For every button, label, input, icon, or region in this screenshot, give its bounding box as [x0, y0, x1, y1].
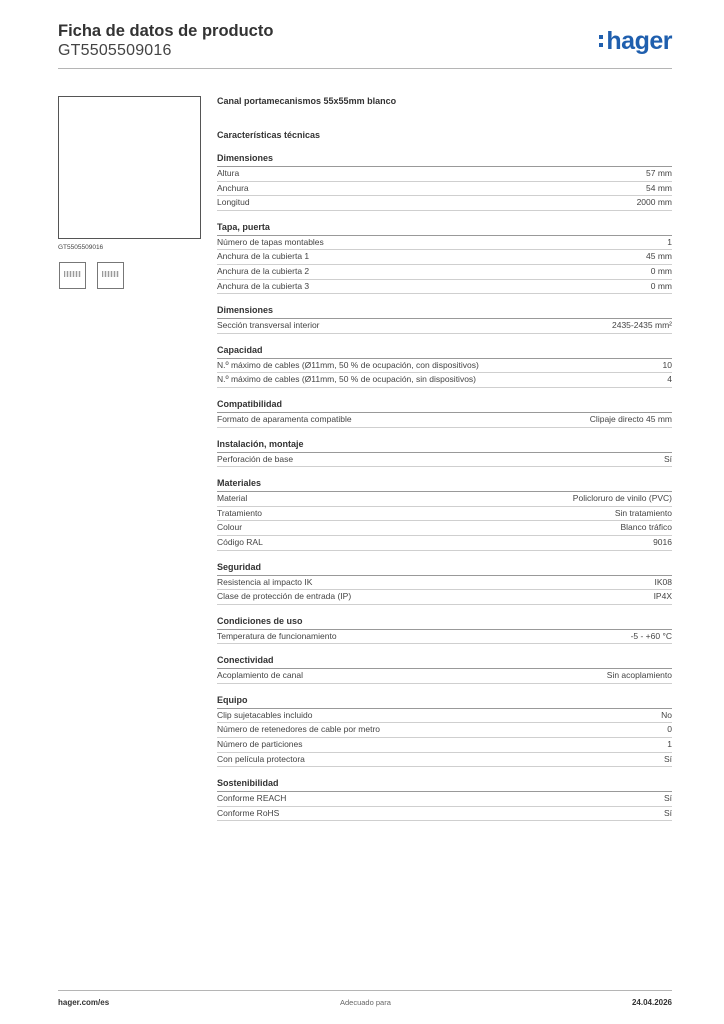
spec-section — [217, 438, 672, 468]
spec-value: 9016 — [653, 536, 672, 547]
spec-value: 0 mm — [650, 280, 672, 291]
spec-content — [217, 94, 672, 821]
spec-section — [217, 477, 672, 550]
spec-row — [217, 373, 672, 388]
spec-row — [217, 669, 672, 684]
spec-row — [217, 196, 672, 211]
spec-row — [217, 265, 672, 280]
product-thumbnail-1[interactable] — [59, 262, 86, 289]
spec-row — [217, 167, 672, 182]
product-name: Canal portamecanismos 55x55mm blanco — [217, 96, 397, 106]
spec-row — [217, 738, 672, 753]
spec-row — [217, 590, 672, 605]
spec-value: Sí — [663, 807, 672, 818]
spec-label: Conforme REACH — [217, 793, 287, 804]
spec-row — [217, 521, 672, 536]
spec-label: Colour — [217, 522, 243, 533]
spec-value: IP4X — [653, 591, 672, 602]
spec-label: Perforación de base — [217, 453, 294, 464]
spec-label: Anchura de la cubierta 2 — [217, 265, 310, 276]
spec-value: Sí — [663, 453, 672, 464]
section-title: Equipo — [217, 694, 672, 709]
channel-thumbnail-icon — [64, 271, 81, 277]
spec-label: Número de particiones — [217, 739, 303, 750]
spec-value: 0 mm — [650, 265, 672, 276]
spec-section — [217, 654, 672, 684]
spec-row — [217, 807, 672, 822]
spec-row — [217, 576, 672, 591]
footer-divider — [58, 990, 672, 991]
spec-label: Sección transversal interior — [217, 320, 320, 331]
spec-row — [217, 723, 672, 738]
section-title: Condiciones de uso — [217, 615, 672, 630]
spec-section — [217, 615, 672, 645]
spec-label: Material — [217, 493, 248, 504]
spec-row — [217, 453, 672, 468]
spec-row — [217, 319, 672, 334]
section-title: Dimensiones — [217, 304, 672, 319]
section-title: Dimensiones — [217, 152, 672, 167]
spec-value: Sí — [663, 793, 672, 804]
spec-row — [217, 630, 672, 645]
spec-label: Acoplamiento de canal — [217, 670, 304, 681]
technical-characteristics-heading: Características técnicas — [217, 130, 321, 140]
product-image-frame — [58, 96, 201, 239]
spec-value: Clipaje directo 45 mm — [589, 413, 672, 424]
section-title: Capacidad — [217, 344, 672, 359]
spec-label: Anchura de la cubierta 1 — [217, 251, 310, 262]
spec-row — [217, 492, 672, 507]
image-product-code: GT5505509016 — [58, 244, 104, 251]
spec-value: 4 — [667, 374, 672, 385]
spec-label: Formato de aparamenta compatible — [217, 413, 352, 424]
spec-label: Temperatura de funcionamiento — [217, 630, 337, 641]
spec-label: Clip sujetacables incluido — [217, 709, 313, 720]
spec-row — [217, 753, 672, 768]
spec-label: Clase de protección de entrada (IP) — [217, 591, 352, 602]
spec-section — [217, 694, 672, 767]
section-title: Sostenibilidad — [217, 777, 672, 792]
hager-logo[interactable] — [599, 28, 672, 54]
spec-value: 57 mm — [646, 168, 672, 178]
spec-value: 0 — [667, 724, 672, 735]
product-thumbnail-2[interactable] — [97, 262, 124, 289]
spec-label: Número de tapas montables — [217, 236, 324, 247]
document-title: Ficha de datos de producto — [58, 22, 274, 40]
spec-label: Longitud — [217, 197, 250, 208]
spec-label: Número de retenedores de cable por metro — [217, 724, 381, 735]
section-title: Tapa, puerta — [217, 221, 672, 236]
footer-date: 24.04.2026 — [631, 998, 672, 1007]
spec-value: 2000 mm — [636, 197, 672, 208]
spec-label: Resistencia al impacto IK — [217, 576, 313, 587]
spec-value: Policloruro de vinilo (PVC) — [572, 493, 672, 504]
spec-value: -5 - +60 °C — [630, 630, 672, 641]
section-title: Materiales — [217, 477, 672, 492]
spec-label: Altura — [217, 168, 240, 178]
spec-row — [217, 359, 672, 374]
spec-value: No — [661, 709, 672, 720]
spec-row — [217, 280, 672, 295]
spec-value: 54 mm — [646, 182, 672, 193]
spec-row — [217, 413, 672, 428]
spec-section — [217, 221, 672, 294]
logo-dots-icon — [599, 35, 604, 49]
spec-label: Anchura — [217, 182, 249, 193]
spec-row — [217, 507, 672, 522]
product-code: GT5505509016 — [58, 42, 172, 59]
spec-row — [217, 182, 672, 197]
spec-label: Anchura de la cubierta 3 — [217, 280, 310, 291]
spec-row — [217, 792, 672, 807]
spec-value: IK08 — [654, 576, 672, 587]
spec-label: Código RAL — [217, 536, 263, 547]
spec-label: Con película protectora — [217, 753, 305, 764]
spec-value: Sin acoplamiento — [606, 670, 672, 681]
spec-row — [217, 709, 672, 724]
spec-value: 1 — [667, 236, 672, 247]
spec-section — [217, 561, 672, 605]
spec-section — [217, 398, 672, 428]
spec-value: Sin tratamiento — [614, 507, 672, 518]
spec-label: Conforme RoHS — [217, 807, 280, 818]
spec-row — [217, 250, 672, 265]
spec-row — [217, 536, 672, 551]
spec-value: 45 mm — [646, 251, 672, 262]
spec-value: Sí — [663, 753, 672, 764]
spec-section — [217, 777, 672, 821]
section-title: Compatibilidad — [217, 398, 672, 413]
spec-label: Tratamiento — [217, 507, 263, 518]
spec-label: N.º máximo de cables (Ø11mm, 50 % de ocupación, sin dispositivos) — [217, 374, 477, 385]
spec-label: N.º máximo de cables (Ø11mm, 50 % de ocupación, con dispositivos) — [217, 359, 479, 370]
spec-row — [217, 236, 672, 251]
footer-website-link[interactable]: hager.com/es — [58, 998, 110, 1007]
spec-section — [217, 344, 672, 388]
channel-thumbnail-icon — [102, 271, 119, 277]
header-divider — [58, 68, 672, 69]
section-title: Seguridad — [217, 561, 672, 576]
spec-section — [217, 152, 672, 211]
section-title: Instalación, montaje — [217, 438, 672, 453]
spec-sections — [217, 152, 672, 821]
spec-section — [217, 304, 672, 334]
spec-value: 2435-2435 mm² — [611, 320, 672, 331]
section-title: Conectividad — [217, 654, 672, 669]
logo-text: hager — [606, 27, 672, 55]
spec-value: 1 — [667, 739, 672, 750]
page-header — [58, 22, 672, 68]
spec-value: Blanco tráfico — [620, 522, 672, 533]
spec-value: 10 — [662, 359, 672, 370]
footer-suitable-for: Adecuado para — [340, 998, 391, 1007]
